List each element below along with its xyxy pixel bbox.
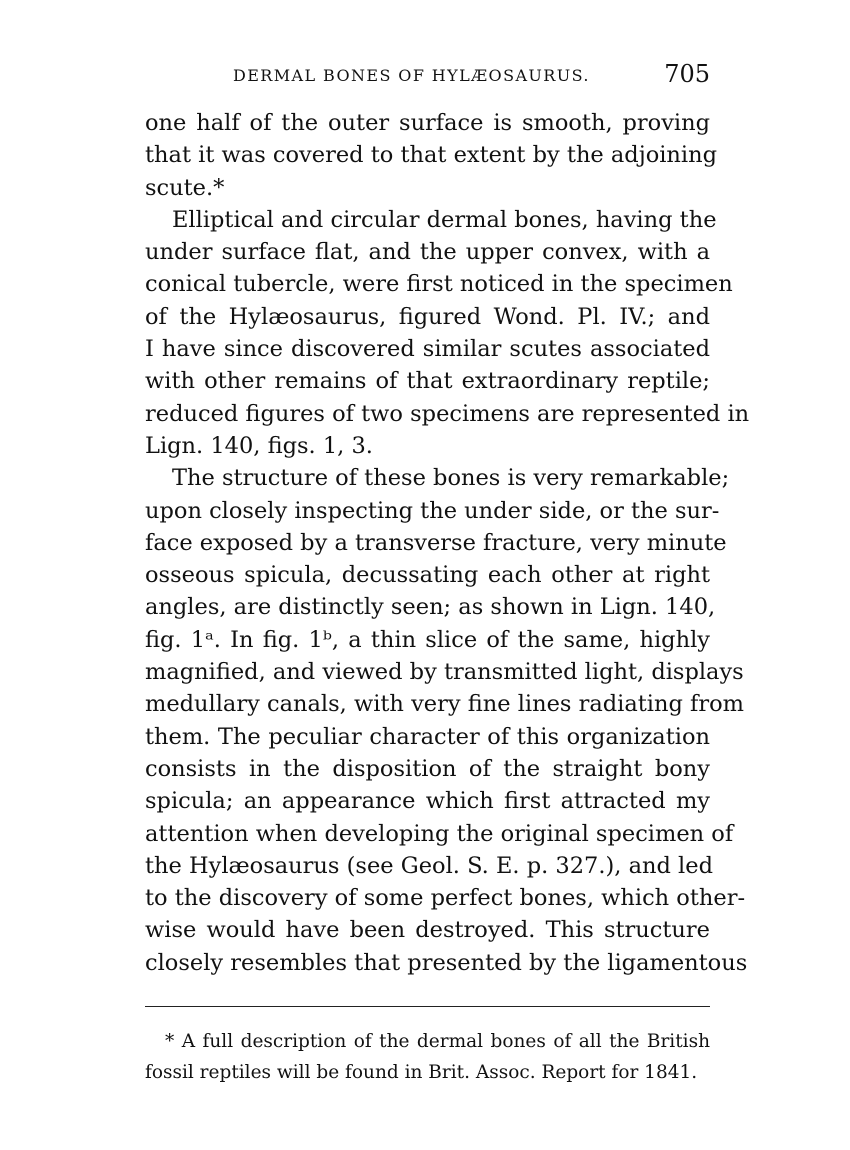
- text-line: with other remains of that extraordinary reptile;: [145, 368, 710, 395]
- text-line: the Hylæosaurus (see Geol. S. E. p. 327.), and led: [145, 852, 713, 879]
- text-line: face exposed by a transverse fracture, very minute: [145, 529, 727, 556]
- text-line: Elliptical and circular dermal bones, having the: [172, 206, 717, 233]
- running-title: DERMAL BONES OF HYLÆOSAURUS.: [233, 66, 590, 85]
- text-line: upon closely inspecting the under side, or the sur-: [145, 497, 720, 524]
- text-line: wise would have been destroyed. This structure: [145, 917, 710, 944]
- text-line: I have since discovered similar scutes associated: [145, 336, 710, 363]
- text-line: that it was covered to that extent by the adjoining: [145, 142, 718, 169]
- text-line: Lign. 140, figs. 1, 3.: [145, 432, 373, 459]
- text-line: under surface flat, and the upper convex, with a: [145, 239, 710, 266]
- text-line: medullary canals, with very fine lines radiating from: [145, 691, 745, 718]
- text-line: attention when developing the original specimen of: [145, 820, 734, 847]
- footnote-divider: [145, 1006, 710, 1007]
- text-line: consists in the disposition of the straight bony: [145, 755, 710, 782]
- text-line: to the discovery of some perfect bones, which other-: [145, 885, 746, 912]
- text-line: fig. 1ᵃ. In fig. 1ᵇ, a thin slice of the same, highly: [145, 626, 710, 653]
- text-line: closely resembles that presented by the ligamentous: [145, 949, 748, 976]
- text-line: spicula; an appearance which first attracted my: [145, 788, 710, 815]
- text-line: of the Hylæosaurus, figured Wond. Pl. IV.; and: [145, 303, 710, 330]
- footnote-line: * A full description of the dermal bones of all the British: [165, 1031, 710, 1052]
- footnote: [145, 1026, 710, 1088]
- text-line: them. The peculiar character of this organization: [145, 723, 710, 750]
- page-number: 705: [664, 60, 710, 88]
- body-text: [145, 107, 750, 979]
- text-line: angles, are distinctly seen; as shown in Lign. 140,: [145, 594, 716, 621]
- text-line: magnified, and viewed by transmitted light, displays: [145, 659, 744, 686]
- text-line: one half of the outer surface is smooth, proving: [145, 110, 710, 136]
- text-line: The structure of these bones is very remarkable;: [172, 465, 730, 492]
- text-line: reduced figures of two specimens are represented in: [145, 400, 750, 427]
- footnote-line: fossil reptiles will be found in Brit. Assoc. Report for 1841.: [145, 1062, 698, 1083]
- text-line: conical tubercle, were first noticed in the specimen: [145, 271, 733, 298]
- text-line: osseous spicula, decussating each other at right: [145, 562, 710, 589]
- running-head: [145, 60, 710, 88]
- text-line: scute.*: [145, 174, 225, 201]
